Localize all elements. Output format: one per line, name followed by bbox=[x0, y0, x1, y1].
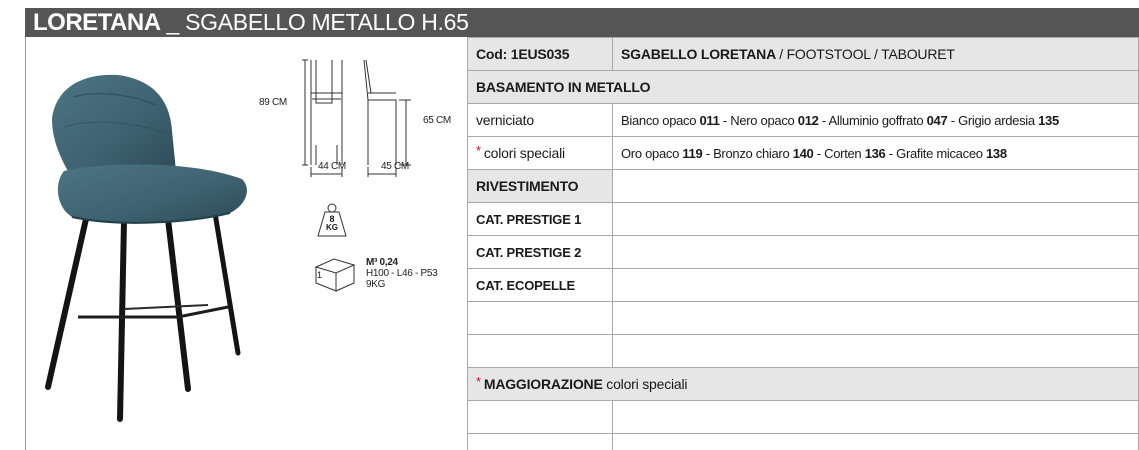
empty-cell bbox=[613, 401, 1139, 434]
packaging-volume: M³ 0,24 bbox=[366, 257, 398, 268]
empty-cell bbox=[613, 335, 1139, 368]
color-name: Bronzo chiaro bbox=[713, 145, 790, 161]
table-row-empty bbox=[468, 302, 1139, 335]
table-row-empty bbox=[468, 401, 1139, 434]
product-name: SGABELLO LORETANA bbox=[621, 46, 776, 62]
table-row-category bbox=[468, 236, 1139, 269]
category-label: CAT. PRESTIGE 2 bbox=[468, 236, 613, 269]
table-row-special bbox=[468, 137, 1139, 170]
color-name: Grafite micaceo bbox=[896, 145, 983, 161]
title-bar bbox=[25, 8, 1139, 37]
dimension-drawings bbox=[256, 55, 466, 200]
packaging-quantity: 1 bbox=[317, 270, 323, 280]
special-colors-label-cell bbox=[468, 137, 613, 170]
table-row-category bbox=[468, 203, 1139, 236]
color-name: Bianco opaco bbox=[621, 112, 697, 128]
color-name: Grigio ardesia bbox=[958, 112, 1035, 128]
color-separator: - bbox=[818, 112, 829, 128]
asterisk-mark: * bbox=[476, 143, 481, 158]
table-row-empty bbox=[468, 434, 1139, 450]
weight-unit: KG bbox=[326, 223, 338, 232]
product-code: Cod: 1EUS035 bbox=[468, 38, 613, 71]
color-separator: - bbox=[719, 112, 731, 128]
title-separator: _ bbox=[166, 9, 180, 35]
height-total-label: 89 CM bbox=[259, 97, 287, 108]
empty-cell bbox=[468, 434, 613, 450]
empty-cell bbox=[613, 434, 1139, 450]
empty-cell bbox=[468, 302, 613, 335]
table-row-code bbox=[468, 38, 1139, 71]
color-code: 012 bbox=[797, 112, 819, 128]
color-separator: - bbox=[702, 145, 714, 161]
packaging-box bbox=[314, 255, 356, 293]
empty-cell bbox=[468, 401, 613, 434]
painted-label: verniciato bbox=[468, 104, 613, 137]
title-subtitle-text: SGABELLO METALLO H.65 bbox=[185, 9, 469, 35]
table-row-painted bbox=[468, 104, 1139, 137]
empty-cell bbox=[468, 335, 613, 368]
empty-cell bbox=[613, 203, 1139, 236]
width-label: 44 CM bbox=[318, 161, 346, 172]
table-row-surcharge bbox=[468, 368, 1139, 401]
empty-cell bbox=[613, 269, 1139, 302]
special-colors bbox=[613, 137, 1139, 170]
surcharge-label: MAGGIORAZIONE bbox=[483, 376, 603, 392]
color-name: Nero opaco bbox=[730, 112, 795, 128]
color-separator: - bbox=[947, 112, 959, 128]
color-code: 119 bbox=[682, 145, 703, 161]
color-separator: - bbox=[885, 145, 897, 161]
product-visual-panel bbox=[25, 37, 467, 450]
product-subtitle bbox=[167, 9, 469, 36]
asterisk-mark: * bbox=[476, 374, 481, 389]
color-code: 138 bbox=[986, 145, 1007, 161]
empty-cell bbox=[613, 302, 1139, 335]
spec-table bbox=[467, 37, 1139, 450]
seat-height-label: 65 CM bbox=[423, 115, 451, 126]
weight-value: 8 bbox=[329, 214, 335, 224]
surcharge-text: colori speciali bbox=[606, 376, 688, 392]
color-code: 140 bbox=[792, 145, 814, 161]
packaging-info bbox=[366, 257, 437, 290]
painted-colors bbox=[613, 104, 1139, 137]
table-row-base-header bbox=[468, 71, 1139, 104]
depth-label: 45 CM bbox=[381, 161, 409, 172]
empty-cell bbox=[613, 170, 1139, 203]
packaging-weight: 9KG bbox=[366, 279, 386, 290]
color-code: 047 bbox=[926, 112, 948, 128]
product-translations: / FOOTSTOOL / TABOURET bbox=[779, 46, 955, 62]
table-row-covering-header bbox=[468, 170, 1139, 203]
color-name: Corten bbox=[824, 145, 862, 161]
color-name: Alluminio goffrato bbox=[828, 112, 924, 128]
category-label: CAT. PRESTIGE 1 bbox=[468, 203, 613, 236]
base-header: BASAMENTO IN METALLO bbox=[468, 71, 1139, 104]
weight-badge bbox=[316, 202, 348, 238]
surcharge-cell bbox=[468, 368, 1139, 401]
category-label: CAT. ECOPELLE bbox=[468, 269, 613, 302]
color-separator: - bbox=[813, 145, 825, 161]
packaging-size: H100 - L46 - P53 bbox=[366, 268, 438, 279]
table-row-empty bbox=[468, 335, 1139, 368]
stool-photo bbox=[38, 67, 268, 437]
product-name-cell bbox=[613, 38, 1139, 71]
covering-header: RIVESTIMENTO bbox=[468, 170, 613, 203]
special-colors-label: colori speciali bbox=[483, 145, 565, 161]
color-code: 135 bbox=[1038, 112, 1059, 128]
table-row-category bbox=[468, 269, 1139, 302]
color-code: 136 bbox=[864, 145, 886, 161]
color-name: Oro opaco bbox=[621, 145, 680, 161]
color-code: 011 bbox=[699, 112, 720, 128]
product-model-title: LORETANA bbox=[33, 8, 161, 36]
empty-cell bbox=[613, 236, 1139, 269]
